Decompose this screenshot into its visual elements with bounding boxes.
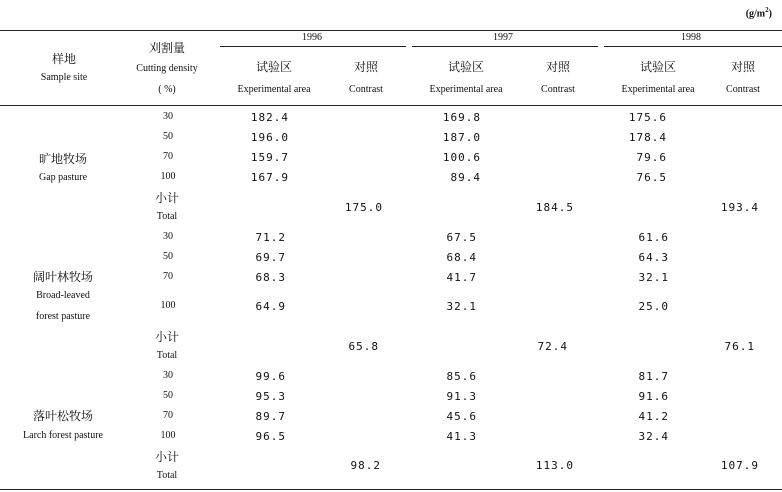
value-cell: 196.0: [250, 131, 289, 144]
value-cell: 32.4: [638, 430, 669, 443]
density-cell: 100: [160, 171, 176, 182]
header-cutting-cn: 刈割量: [148, 41, 186, 55]
density-cell: 100: [160, 300, 176, 311]
header-sample-site-cn: 样地: [51, 52, 77, 66]
value-cell: 64.9: [255, 300, 286, 313]
value-cell: 178.4: [628, 131, 667, 144]
site-en: Broad-leaved: [36, 290, 90, 301]
contrast-cell: 65.8: [348, 340, 379, 353]
value-cell: 41.2: [638, 410, 669, 423]
con-en-1996: Contrast: [349, 84, 383, 95]
con-cn-1997: 对照: [545, 60, 571, 74]
con-en-1998: Contrast: [726, 84, 760, 95]
density-cell: 50: [163, 390, 173, 401]
table-bottom-rule: [0, 489, 782, 490]
value-cell: 64.3: [638, 251, 669, 264]
value-cell: 45.6: [446, 410, 477, 423]
value-cell: 71.2: [255, 231, 286, 244]
value-cell: 67.5: [446, 231, 477, 244]
value-cell: 182.4: [250, 111, 289, 124]
subtotal-cn: 小计: [154, 450, 180, 464]
density-cell: 70: [163, 410, 173, 421]
density-cell: 30: [163, 111, 173, 122]
table-top-rule: [0, 30, 782, 31]
header-cutting-en: Cutting density: [136, 63, 198, 74]
value-cell: 81.7: [638, 370, 669, 383]
density-cell: 100: [160, 430, 176, 441]
value-cell: 91.6: [638, 390, 669, 403]
exp-en-1998: Experimental area: [621, 84, 695, 95]
contrast-cell: 107.9: [720, 459, 759, 472]
con-en-1997: Contrast: [541, 84, 575, 95]
header-cutting-unit: ( %): [158, 84, 176, 95]
year-1998: 1998: [681, 32, 701, 43]
year-1997: 1997: [493, 32, 513, 43]
site-en: Larch forest pasture: [23, 430, 103, 441]
value-cell: 41.7: [446, 271, 477, 284]
value-cell: 76.5: [636, 171, 667, 184]
exp-en-1997: Experimental area: [429, 84, 503, 95]
subtotal-cn: 小计: [154, 191, 180, 205]
density-cell: 30: [163, 231, 173, 242]
value-cell: 69.7: [255, 251, 286, 264]
value-cell: 79.6: [636, 151, 667, 164]
contrast-cell: 175.0: [344, 201, 383, 214]
subtotal-en: Total: [156, 470, 178, 481]
site-cn: 阔叶林牧场: [32, 270, 94, 284]
site-en: forest pasture: [35, 311, 91, 322]
value-cell: 167.9: [250, 171, 289, 184]
value-cell: 175.6: [628, 111, 667, 124]
contrast-cell: 76.1: [724, 340, 755, 353]
value-cell: 96.5: [255, 430, 286, 443]
value-cell: 159.7: [250, 151, 289, 164]
contrast-cell: 184.5: [535, 201, 574, 214]
site-en: Gap pasture: [38, 172, 88, 183]
value-cell: 85.6: [446, 370, 477, 383]
value-cell: 32.1: [446, 300, 477, 313]
density-cell: 70: [163, 271, 173, 282]
density-cell: 70: [163, 151, 173, 162]
value-cell: 25.0: [638, 300, 669, 313]
year-1996: 1996: [302, 32, 322, 43]
con-cn-1998: 对照: [730, 60, 756, 74]
density-cell: 50: [163, 131, 173, 142]
density-cell: 50: [163, 251, 173, 262]
contrast-cell: 72.4: [537, 340, 568, 353]
header-sample-site-en: Sample site: [40, 72, 88, 83]
year-1998-rule: [604, 46, 782, 47]
exp-en-1996: Experimental area: [237, 84, 311, 95]
value-cell: 61.6: [638, 231, 669, 244]
con-cn-1996: 对照: [353, 60, 379, 74]
unit-label: $(g/m^2)$: [745, 6, 772, 20]
subtotal-en: Total: [156, 350, 178, 361]
value-cell: 99.6: [255, 370, 286, 383]
exp-cn-1997: 试验区: [447, 60, 485, 74]
contrast-cell: 113.0: [535, 459, 574, 472]
contrast-cell: 193.4: [720, 201, 759, 214]
value-cell: 68.3: [255, 271, 286, 284]
site-cn: 落叶松牧场: [32, 409, 94, 423]
header-bottom-rule: [0, 105, 782, 106]
exp-cn-1996: 试验区: [255, 60, 293, 74]
site-cn: 旷地牧场: [38, 152, 88, 166]
contrast-cell: 98.2: [350, 459, 381, 472]
subtotal-cn: 小计: [154, 330, 180, 344]
value-cell: 68.4: [446, 251, 477, 264]
value-cell: 89.7: [255, 410, 286, 423]
value-cell: 169.8: [442, 111, 481, 124]
value-cell: 100.6: [442, 151, 481, 164]
subtotal-en: Total: [156, 211, 178, 222]
exp-cn-1998: 试验区: [639, 60, 677, 74]
value-cell: 32.1: [638, 271, 669, 284]
year-1996-rule: [220, 46, 406, 47]
value-cell: 89.4: [450, 171, 481, 184]
density-cell: 30: [163, 370, 173, 381]
year-1997-rule: [412, 46, 598, 47]
value-cell: 95.3: [255, 390, 286, 403]
value-cell: 187.0: [442, 131, 481, 144]
value-cell: 91.3: [446, 390, 477, 403]
value-cell: 41.3: [446, 430, 477, 443]
